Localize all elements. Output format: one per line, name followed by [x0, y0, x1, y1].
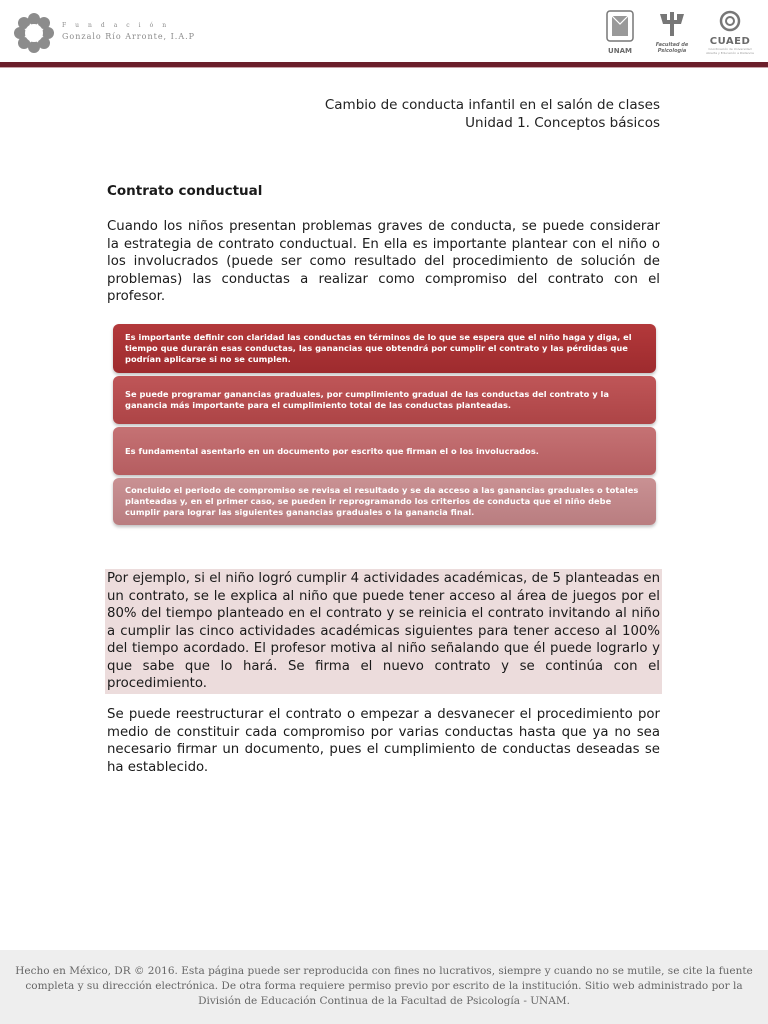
unam-crest-icon: [605, 10, 635, 42]
diagram-step-3: [113, 427, 656, 475]
section-heading: Contrato conductual: [107, 183, 263, 199]
cuaed-logo: [706, 10, 754, 55]
diagram-step-2: [113, 376, 656, 424]
header-divider: [0, 67, 768, 68]
footer-text: Hecho en México, DR © 2016. Esta página puede ser reproducida con fines no lucrativos, siempre y cuando no se mutile, se cite la fuente completa y su dirección electrónica. De otra forma requiere permiso previo por escrito de la institución. Sitio web administrado por la División de Educación Continua de la Facultad de Psicología - UNAM.: [15, 965, 753, 1007]
cuaed-label: CUAED: [709, 36, 751, 47]
diagram-step-2-text: Se puede programar ganancias graduales, por cumplimiento gradual de las conductas del contrato y la ganancia más importante para el cumplimiento total de las conductas planteadas.: [125, 389, 609, 410]
foundation-small-label: Fundación: [62, 22, 176, 29]
diagram-step-4: [113, 478, 656, 525]
psicologia-logo: [650, 10, 694, 54]
foundation-logo-icon: [14, 13, 54, 53]
document-title: [325, 96, 660, 132]
cuaed-emblem-icon: [718, 10, 742, 32]
diagram-step-1-text: Es importante definir con claridad las conductas en términos de lo que se espera que el niño haga y diga, el tiempo que durarán esas conductas, las ganancias que obtendrá por cumplir el contrato y las pérdidas que podrían aplicarse si no se cumplen.: [125, 332, 632, 364]
contract-steps-diagram: [113, 324, 656, 528]
unam-logo: [603, 10, 637, 55]
unam-label: UNAM: [608, 47, 632, 55]
psicologia-emblem-icon: [657, 10, 687, 38]
intro-paragraph: Cuando los niños presentan problemas graves de conducta, se puede considerar la estrategia de contrato conductual. En ella es importante plantear con el niño o los involucrados (puede ser como resultado del procedimiento de solución de problemas) las conductas a realizar como compromiso del contrato con el profesor.: [107, 219, 660, 304]
unit-title: Unidad 1. Conceptos básicos: [465, 115, 660, 131]
example-paragraph: Por ejemplo, si el niño logró cumplir 4 actividades académicas, de 5 planteadas en un contrato, se le explica al niño que puede tener acceso al área de juegos por el 80% del tiempo planteado en el contrato y se reinicia el contrato invitando al niño a cumplir las cinco actividades académicas siguientes para tener acceso al 100% del tiempo acordado. El profesor motiva al niño señalando que él puede lograrlo y que sabe que lo hará. Se firma el nuevo contrato y se continúa con el procedimiento.: [105, 569, 662, 694]
diagram-step-3-text: Es fundamental asentarlo en un documento por escrito que firman el o los involucrados.: [125, 445, 539, 456]
course-title: Cambio de conducta infantil en el salón de clases: [324, 97, 660, 113]
diagram-step-4-text: Concluido el periodo de compromiso se revisa el resultado y se da acceso a las ganancias graduales o totales planteadas y, en el primer caso, se pueden ir reprogramando los criterios de conducta que el niño debe cumplir para lograr las siguientes ganancias graduales o la ganancia final.: [125, 485, 639, 517]
diagram-step-1: [113, 324, 656, 373]
cuaed-sub-label: Coordinación de Universidad Abierta y Educación a Distancia: [706, 47, 754, 55]
closing-paragraph: Se puede reestructurar el contrato o empezar a desvanecer el procedimiento por medio de constituir cada compromiso por varias conductas hasta que ya no sea necesario firmar un documento, pues el cumplimiento de conductas deseadas se ha establecido.: [107, 707, 660, 775]
page-header: [0, 0, 768, 62]
foundation-name: Gonzalo Río Arronte, I.A.P: [62, 32, 196, 41]
psicologia-label: Facultad de Psicología: [655, 42, 689, 54]
